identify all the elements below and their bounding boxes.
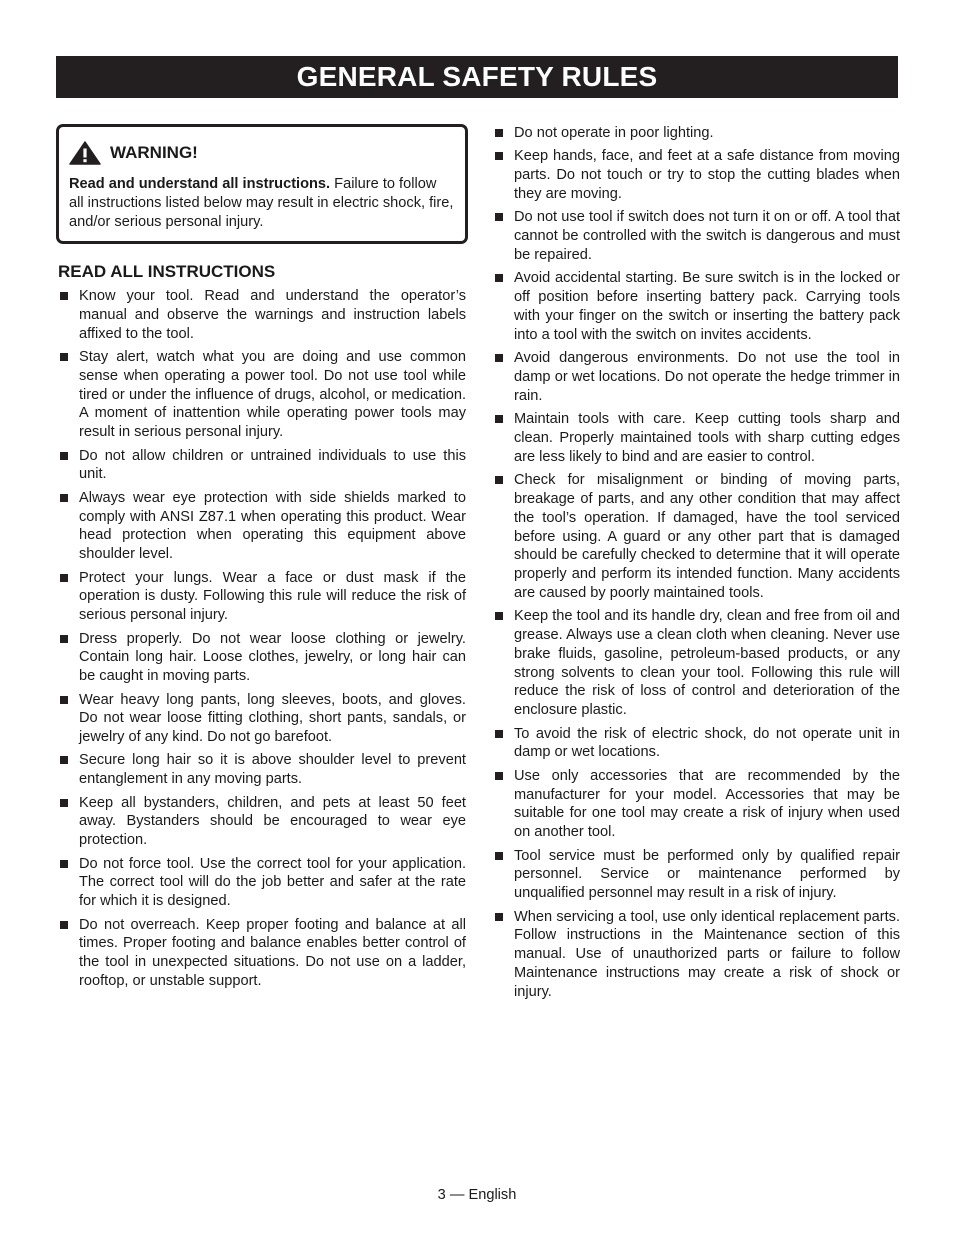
list-item: Protect your lungs. Wear a face or dust mask if the operation is dusty. Following this rule will reduce the risk of serious personal injury. xyxy=(56,569,466,625)
bullet-square-icon xyxy=(495,354,503,362)
bullet-square-icon xyxy=(60,292,68,300)
list-item: Tool service must be performed only by qualified repair personnel. Service or maintenance performed by unqualified personnel may result in a risk of injury. xyxy=(491,847,900,903)
bullet-square-icon xyxy=(495,476,503,484)
bullet-square-icon xyxy=(60,860,68,868)
warning-box xyxy=(56,124,468,244)
list-item: Keep the tool and its handle dry, clean and free from oil and grease. Always use a clean cloth when cleaning. Never use brake fluids, gasoline, petroleum-based products, or any strong solvents to clean your tool. Following this rule will reduce the risk of loss of control and deterioration of the enclosure plastic. xyxy=(491,607,900,720)
list-item: Check for misalignment or binding of moving parts, breakage of parts, and any other condition that may affect the tool’s operation. If damaged, have the tool serviced before using. A guard or any other part that is damaged should be carefully checked to determine that it will operate properly and perform its intended function. Many accidents are caused by poorly maintained tools. xyxy=(491,471,900,603)
left-column xyxy=(56,124,466,995)
list-item: Always wear eye protection with side shields marked to comply with ANSI Z87.1 when operating this product. Wear head protection when operating this equipment above shoulder level. xyxy=(56,489,466,564)
list-item: Keep all bystanders, children, and pets at least 50 feet away. Bystanders should be encouraged to wear eye protection. xyxy=(56,794,466,850)
bullet-square-icon xyxy=(495,730,503,738)
list-item: Keep hands, face, and feet at a safe distance from moving parts. Do not touch or try to stop the cutting blades when they are moving. xyxy=(491,147,900,203)
warning-label: WARNING! xyxy=(110,143,198,162)
right-column xyxy=(491,124,900,1006)
list-item: Secure long hair so it is above shoulder level to prevent entanglement in any moving parts. xyxy=(56,751,466,789)
title-bar xyxy=(56,56,898,98)
warning-text xyxy=(69,175,455,232)
section-heading: READ ALL INSTRUCTIONS xyxy=(58,262,276,281)
list-item: To avoid the risk of electric shock, do not operate unit in damp or wet locations. xyxy=(491,725,900,763)
bullet-square-icon xyxy=(495,152,503,160)
list-item: Do not allow children or untrained individuals to use this unit. xyxy=(56,447,466,485)
list-item: Do not overreach. Keep proper footing and balance at all times. Proper footing and balance enables better control of the tool in unexpected situations. Do not use on a ladder, rooftop, or unstable support. xyxy=(56,916,466,991)
warning-bold-text: Read and understand all instructions. xyxy=(69,176,331,192)
warning-body-text: Failure to follow all instructions listed below may result in electric shock, fire, and/or serious personal injury. xyxy=(69,176,454,230)
bullet-square-icon xyxy=(60,756,68,764)
list-item: Know your tool. Read and understand the operator’s manual and observe the warnings and instruction labels affixed to the tool. xyxy=(56,287,466,343)
left-rules-list xyxy=(56,287,466,991)
bullet-square-icon xyxy=(60,452,68,460)
bullet-square-icon xyxy=(495,612,503,620)
right-rules-list xyxy=(491,124,900,1002)
warning-triangle-icon xyxy=(69,141,101,165)
bullet-square-icon xyxy=(495,213,503,221)
bullet-square-icon xyxy=(495,852,503,860)
warning-header xyxy=(69,141,455,165)
list-item: Avoid dangerous environments. Do not use the tool in damp or wet locations. Do not operate the hedge trimmer in rain. xyxy=(491,349,900,405)
bullet-square-icon xyxy=(495,274,503,282)
list-item: Do not use tool if switch does not turn it on or off. A tool that cannot be controlled with the switch is dangerous and must be repaired. xyxy=(491,208,900,264)
bullet-square-icon xyxy=(60,921,68,929)
bullet-square-icon xyxy=(60,696,68,704)
bullet-square-icon xyxy=(60,353,68,361)
bullet-square-icon xyxy=(495,772,503,780)
page-footer: 3 — English xyxy=(437,1187,517,1203)
bullet-square-icon xyxy=(60,799,68,807)
list-item: Do not operate in poor lighting. xyxy=(491,124,900,143)
page-title: GENERAL SAFETY RULES xyxy=(296,61,658,92)
list-item: Do not force tool. Use the correct tool for your application. The correct tool will do the job better and safer at the rate for which it is designed. xyxy=(56,855,466,911)
bullet-square-icon xyxy=(60,574,68,582)
list-item: Stay alert, watch what you are doing and use common sense when operating a power tool. Do not use tool while tired or under the influence of drugs, alcohol, or medication. A moment of inattention while operating power tools may result in serious personal injury. xyxy=(56,348,466,442)
bullet-square-icon xyxy=(60,494,68,502)
bullet-square-icon xyxy=(495,913,503,921)
bullet-square-icon xyxy=(495,129,503,137)
bullet-square-icon xyxy=(60,635,68,643)
list-item: Dress properly. Do not wear loose clothing or jewelry. Contain long hair. Loose clothes, jewelry, or long hair can be caught in moving parts. xyxy=(56,630,466,686)
list-item: Use only accessories that are recommended by the manufacturer for your model. Accessories that may be suitable for one tool may create a risk of injury when used on another tool. xyxy=(491,767,900,842)
list-item: Maintain tools with care. Keep cutting tools sharp and clean. Properly maintained tools with sharp cutting edges are less likely to bind and are easier to control. xyxy=(491,410,900,466)
list-item: Wear heavy long pants, long sleeves, boots, and gloves. Do not wear loose fitting clothing, short pants, sandals, or jewelry of any kind. Do not go barefoot. xyxy=(56,691,466,747)
bullet-square-icon xyxy=(495,415,503,423)
list-item: When servicing a tool, use only identical replacement parts. Follow instructions in the Maintenance section of this manual. Use of unauthorized parts or failure to follow Maintenance instructions may create a risk of shock or injury. xyxy=(491,908,900,1002)
list-item: Avoid accidental starting. Be sure switch is in the locked or off position before inserting battery pack. Carrying tools with your finger on the switch or inserting the battery pack into a tool with the switch on invites accidents. xyxy=(491,269,900,344)
